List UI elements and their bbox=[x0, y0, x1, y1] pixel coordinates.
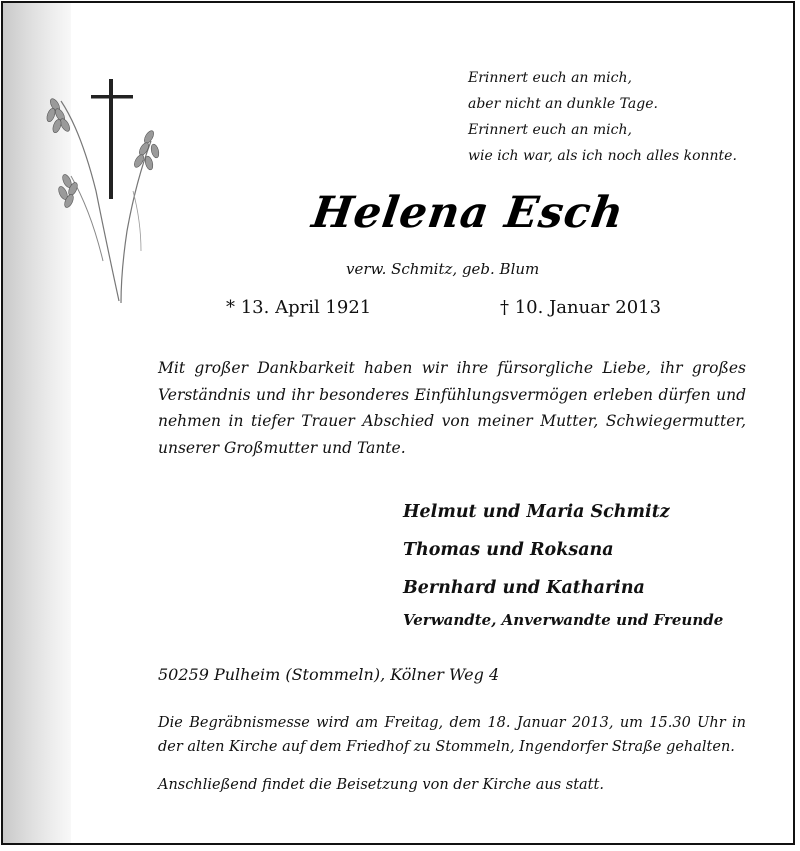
birth-date: * 13. April 1921 bbox=[226, 297, 372, 318]
mourner-name: Bernhard und Katharina bbox=[403, 578, 645, 598]
maiden-name-note: verw. Schmitz, geb. Blum bbox=[346, 260, 540, 278]
deceased-name: Helena Esch bbox=[308, 188, 628, 238]
funeral-mass-info: Die Begräbnismesse wird am Freitag, dem 18. Januar 2013, um 15.30 Uhr in der alten Kirche auf dem Friedhof zu Stommeln, Ingendorfer Straße gehalten. bbox=[158, 715, 746, 755]
poem-line: Erinnert euch an mich, bbox=[468, 70, 632, 86]
mourner-name: Helmut und Maria Schmitz bbox=[403, 502, 670, 522]
relatives-line: Verwandte, Anverwandte und Freunde bbox=[403, 611, 724, 629]
burial-info: Anschließend findet die Beisetzung von der Kirche aus statt. bbox=[158, 777, 604, 793]
mourner-name: Thomas und Roksana bbox=[403, 540, 614, 560]
memorial-poem bbox=[468, 65, 737, 169]
cross-with-wheat-icon bbox=[41, 71, 161, 311]
poem-line: aber nicht an dunkle Tage. bbox=[468, 96, 658, 112]
condolence-message: Mit großer Dankbarkeit haben wir ihre fürsorgliche Liebe, ihr großes Verständnis und ihr besonderes Einfühlungsvermögen erleben dürfen und nehmen in tiefer Trauer Abschied von meiner Mutter, Schwiegermutter, unserer Großmutter und Tante. bbox=[158, 359, 746, 457]
death-date: † 10. Januar 2013 bbox=[500, 297, 662, 318]
mourners-list bbox=[403, 493, 670, 607]
family-address: 50259 Pulheim (Stommeln), Kölner Weg 4 bbox=[158, 665, 500, 684]
poem-line: Erinnert euch an mich, bbox=[468, 122, 632, 138]
obituary-notice bbox=[1, 1, 795, 845]
poem-line: wie ich war, als ich noch alles konnte. bbox=[468, 148, 737, 164]
